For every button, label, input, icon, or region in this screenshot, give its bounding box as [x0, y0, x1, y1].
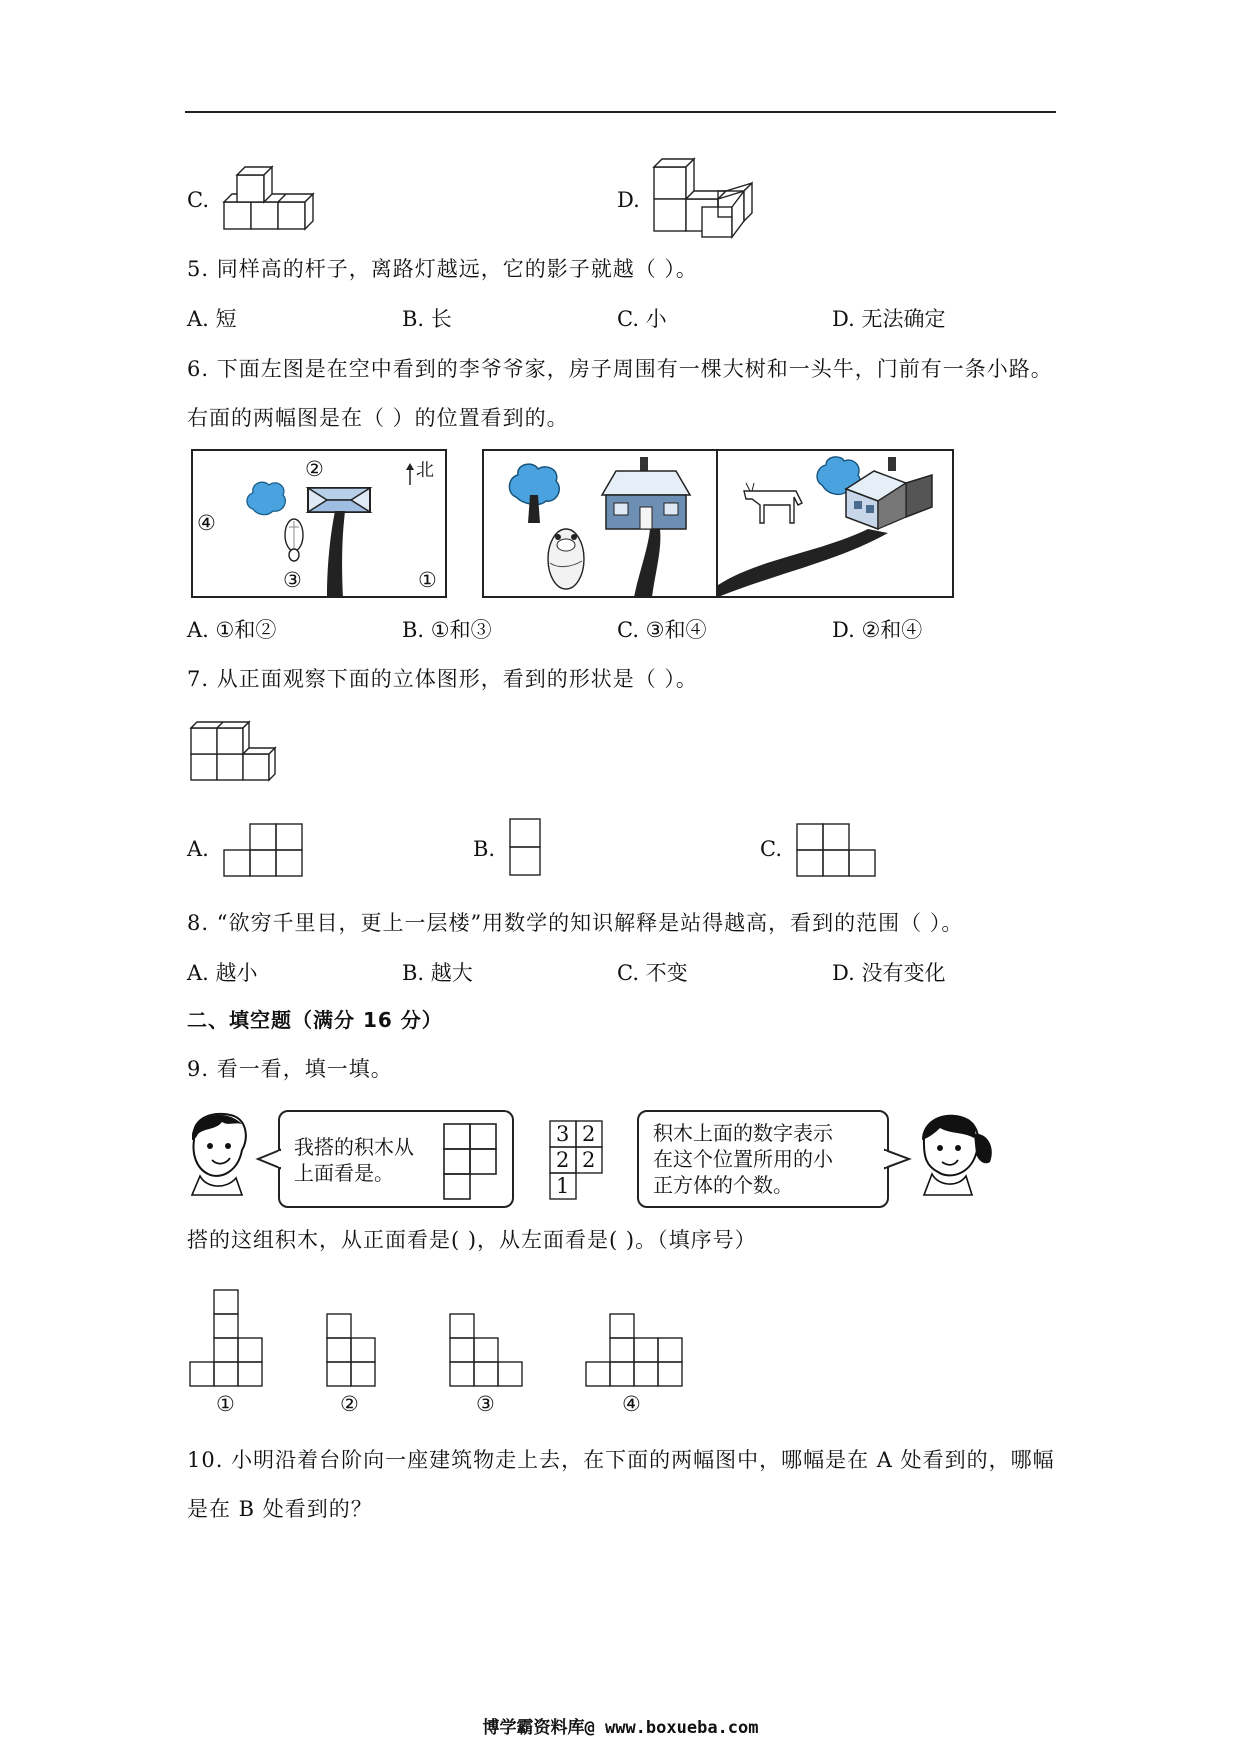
cow-icon [283, 515, 305, 565]
q6-option-a: A. ①和② [187, 618, 277, 642]
q7-option-a-figure [222, 818, 308, 878]
q9-figure-2 [326, 1312, 378, 1388]
left-bubble-line2: 上面看是。 [294, 1161, 394, 1185]
grid-cell-r3c1: 1 [556, 1174, 570, 1198]
q9-figure-1 [190, 1288, 266, 1388]
q6-option-c: C. ③和④ [617, 618, 707, 642]
q7-option-b-label: B. [473, 837, 496, 861]
q7-option-c-label: C. [760, 837, 782, 861]
q6-stem-line2: 右面的两幅图是在（ ）的位置看到的。 [187, 406, 569, 430]
grid-cell-r2c2: 2 [582, 1148, 596, 1172]
view2-road [718, 529, 888, 597]
q8-option-a: A. 越小 [187, 961, 258, 985]
q4-option-c-label: C. [187, 188, 209, 212]
view2-cow-icon [742, 479, 808, 523]
north-arrow-icon [405, 463, 415, 485]
view2-house-icon [834, 455, 934, 531]
q9-left-speech-bubble [278, 1110, 514, 1208]
q10-stem-line2: 是在 B 处看到的？ [187, 1497, 373, 1521]
house-roof-icon [307, 487, 371, 513]
q10-stem-line1: 10. 小明沿着台阶向一座建筑物走上去，在下面的两幅图中，哪幅是在 A 处看到的，哪幅 [187, 1448, 1055, 1472]
girl-avatar-icon [914, 1110, 1000, 1195]
q9-figure-4 [585, 1312, 685, 1388]
footer-watermark: 博学霸资料库@ www.boxueba.com [482, 1718, 759, 1738]
q5-stem: 5. 同样高的杆子，离路灯越远，它的影子就越（ ）。 [187, 257, 698, 281]
top-view-grid [442, 1122, 498, 1202]
q9-stem: 9. 看一看，填一填。 [187, 1057, 393, 1081]
q6-overhead-map [191, 449, 447, 598]
view1-tree-icon [506, 461, 562, 523]
q7-stem: 7. 从正面观察下面的立体图形，看到的形状是（ ）。 [187, 667, 698, 691]
q9-right-speech-bubble [637, 1110, 889, 1208]
q6-option-d: D. ②和④ [832, 618, 923, 642]
q9-figure-3 [449, 1312, 525, 1388]
q5-option-d: D. 无法确定 [832, 307, 946, 331]
q4-option-d-label: D. [617, 188, 640, 212]
view1-road [634, 529, 674, 597]
q5-option-b: B. 长 [402, 307, 452, 331]
boy-avatar-icon [186, 1110, 254, 1195]
tree-icon [245, 479, 287, 517]
q9-blank-line: 搭的这组积木，从正面看是( )，从左面看是( )。（填序号） [187, 1228, 757, 1252]
map-position-4: ④ [197, 511, 216, 535]
north-label: 北 [416, 460, 434, 481]
number-grid [549, 1120, 605, 1201]
view1-cow-icon [544, 523, 588, 593]
q8-option-c: C. 不变 [617, 961, 688, 985]
q6-view-images [482, 449, 954, 598]
q4-option-d-figure [652, 157, 762, 242]
q9-figure-label-1: ① [216, 1392, 235, 1416]
q8-option-d: D. 没有变化 [832, 961, 946, 985]
q7-option-c-figure [795, 818, 881, 878]
grid-cell-r1c1: 3 [556, 1122, 570, 1146]
q5-option-a: A. 短 [187, 307, 237, 331]
path-road [321, 511, 355, 597]
q9-figure-label-2: ② [340, 1392, 359, 1416]
q6-stem-line1: 6. 下面左图是在空中看到的李爷爷家，房子周围有一棵大树和一头牛，门前有一条小路。 [187, 357, 1053, 381]
section2-title: 二、填空题（满分 16 分） [187, 1008, 443, 1032]
right-bubble-line1: 积木上面的数字表示 [653, 1121, 833, 1145]
right-bubble-line3: 正方体的个数。 [653, 1173, 793, 1197]
q9-figure-label-3: ③ [476, 1392, 495, 1416]
q9-figure-label-4: ④ [622, 1392, 641, 1416]
map-position-3: ③ [283, 568, 302, 592]
right-bubble-tail [885, 1148, 911, 1170]
left-bubble-line1: 我搭的积木从 [294, 1135, 414, 1159]
map-position-1: ① [418, 568, 437, 592]
q5-option-c: C. 小 [617, 307, 667, 331]
right-bubble-line2: 在这个位置所用的小 [653, 1147, 833, 1171]
map-position-2: ② [305, 457, 324, 481]
header-rule [185, 111, 1056, 113]
q7-option-b-figure [508, 815, 544, 879]
left-bubble-tail [256, 1148, 282, 1170]
view1-house-icon [600, 455, 692, 531]
q6-option-b: B. ①和③ [402, 618, 492, 642]
grid-cell-r2c1: 2 [556, 1148, 570, 1172]
q8-option-b: B. 越大 [402, 961, 473, 985]
q7-solid-figure [189, 720, 281, 782]
q7-option-a-label: A. [187, 837, 209, 861]
q8-stem: 8. “欲穷千里目，更上一层楼”用数学的知识解释是站得越高，看到的范围（ ）。 [187, 911, 964, 935]
grid-cell-r1c2: 2 [582, 1122, 596, 1146]
q4-option-c-figure [222, 162, 322, 237]
